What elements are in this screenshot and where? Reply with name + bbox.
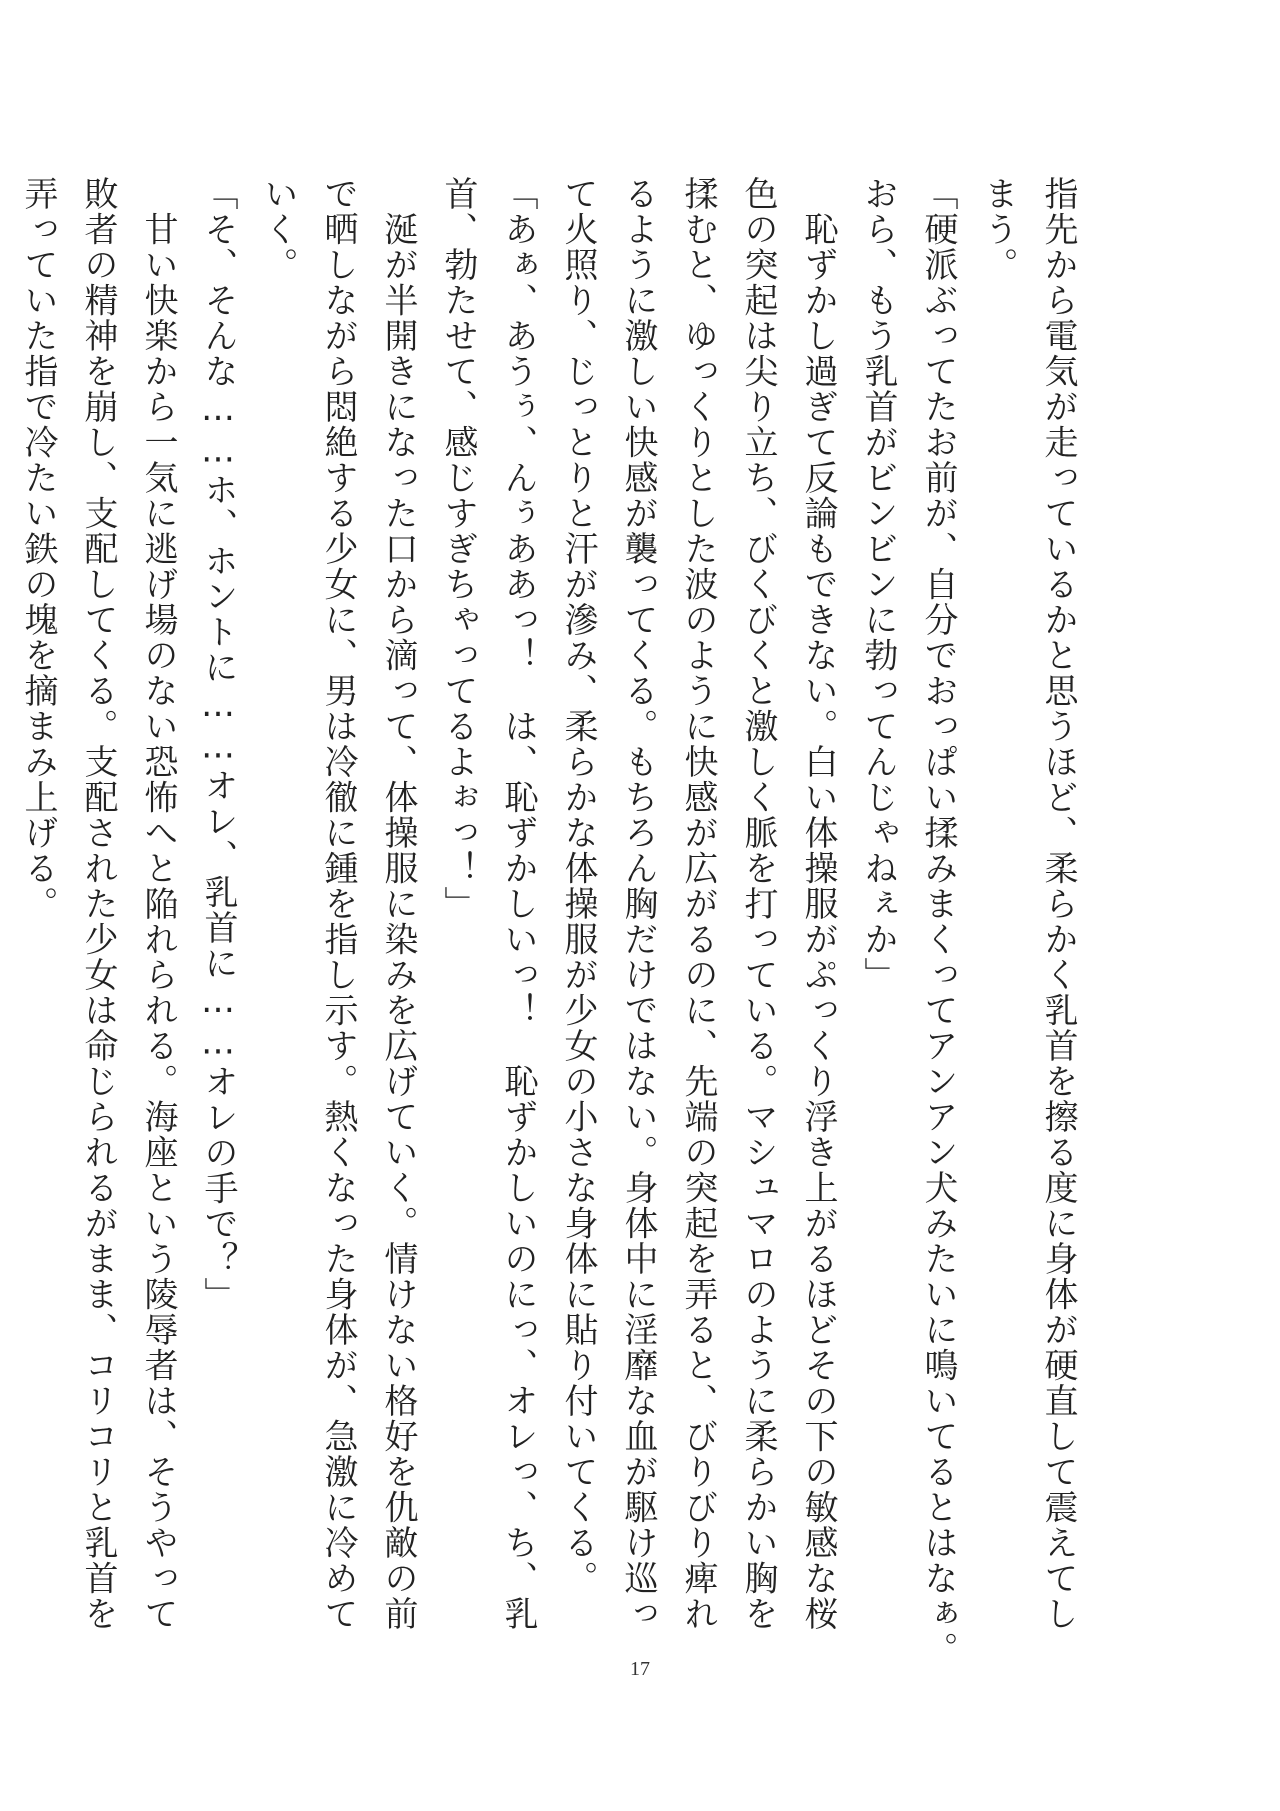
text-column-17: 敗者の精神を崩し、支配してくる。支配された少女は命じられるがまま、コリコリと乳首を [78,176,118,1632]
text-column-7: 揉むと、ゆっくりとした波のように快感が広がるのに、先端の突起を弄ると、びりびり痺れ [678,176,718,1632]
text-column-8: るように激しい快感が襲ってくる。もちろん胸だけではない。身体中に淫靡な血が駆け巡っ [618,176,658,1632]
text-column-1: 指先から電気が走っているかと思うほど、柔らかく乳首を擦る度に身体が硬直して震えてし [1038,176,1078,1632]
text-column-11: 首、勃たせて、感じすぎちゃってるよぉっ！」 [438,176,478,922]
text-column-10: 「あぁ、あうぅ、んぅああっ！ は、恥ずかしいっ！ 恥ずかしいのにっ、オレっ、ち、乳 [498,176,538,1632]
text-column-5: 恥ずかし過ぎて反論もできない。白い体操服がぷっくり浮き上がるほどその下の敏感な桜 [798,176,838,1632]
text-column-9: て火照り、じっとりと汗が滲み、柔らかな体操服が少女の小さな身体に貼り付いてくる。 [558,176,598,1596]
text-column-15: 「そ、そんな……ホ、ホントに……オレ、乳首に……オレの手で？」 [198,176,238,1313]
text-column-19 [0,176,8,1356]
text-column-4: おら、もう乳首がビンビンに勃ってんじゃねぇか」 [858,176,898,993]
vertical-text-body [18,176,1088,1667]
text-column-12: 涎が半開きになった口から滴って、体操服に染みを広げていく。情けない格好を仇敵の前 [378,176,418,1632]
text-column-16: 甘い快楽から一気に逃げ場のない恐怖へと陥れられる。海座という陵辱者は、そうやって [138,176,178,1632]
text-column-13: で晒しながら悶絶する少女に、男は冷徹に鍾を指し示す。熱くなった身体が、急激に冷めて [318,176,358,1632]
text-column-14: いく。 [258,176,298,283]
text-column-2: まう。 [978,176,1018,283]
page-number: 17 [630,1658,650,1680]
text-column-6: 色の突起は尖り立ち、びくびくと激しく脈を打っている。マシュマロのように柔らかい胸を [738,176,778,1632]
text-column-3: 「硬派ぶってたお前が、自分でおっぱい揉みまくってアンアン犬みたいに鳴いてるとはなぁ。 [918,176,958,1667]
text-column-18: 弄っていた指で冷たい鉄の塊を摘まみ上げる。 [18,176,58,922]
